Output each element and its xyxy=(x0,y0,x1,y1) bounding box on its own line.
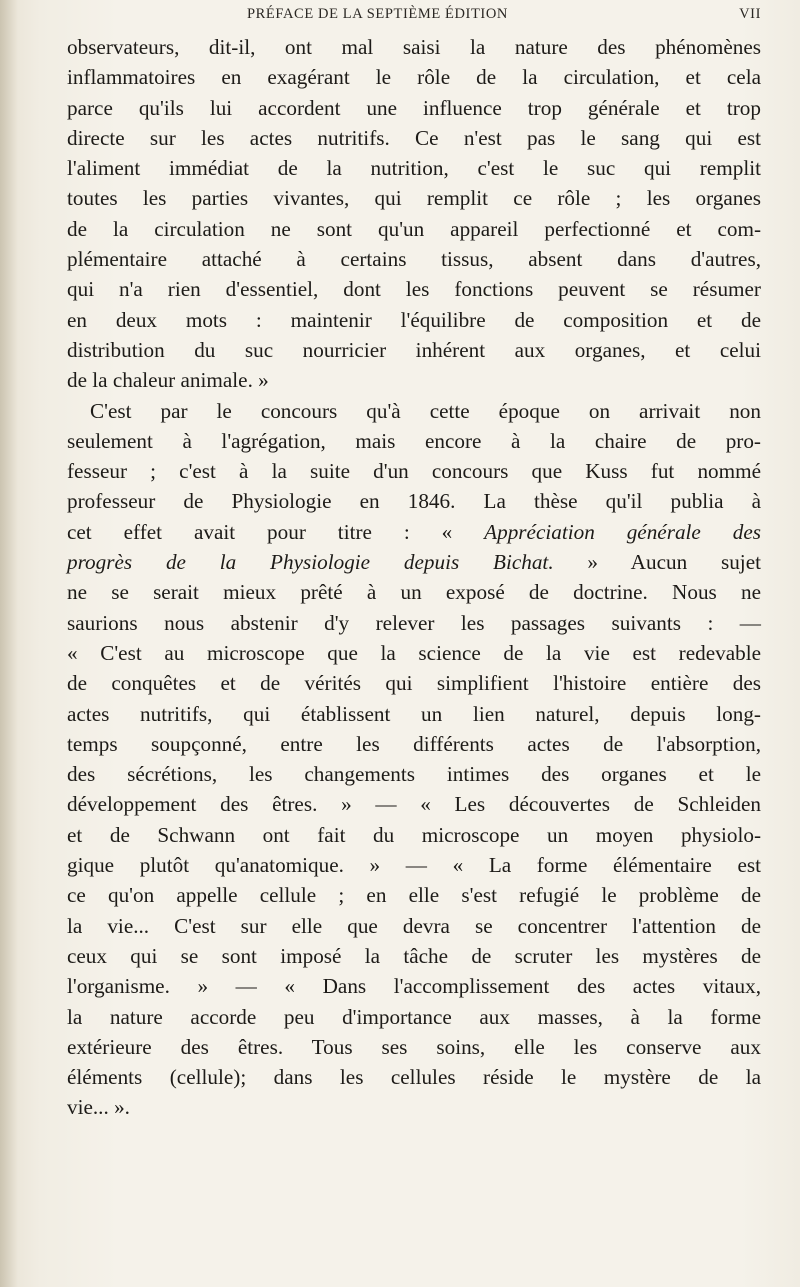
line-text: la nature accorde peu d'importance aux masses, à la forme xyxy=(67,1004,761,1029)
text-line xyxy=(67,971,761,1001)
line-text: éléments (cellule); dans les cellules réside le mystère de la xyxy=(67,1065,761,1090)
text-line xyxy=(67,183,761,213)
text-line xyxy=(67,729,761,759)
line-text: parce qu'ils lui accordent une influence trop générale et trop xyxy=(67,95,761,120)
line-text: fesseur ; c'est à la suite d'un concours que Kuss fut nommé xyxy=(67,459,761,484)
line-text: toutes les parties vivantes, qui remplit ce rôle ; les organes xyxy=(67,186,761,211)
line-text: et de Schwann ont fait du microscope un moyen physiolo- xyxy=(67,822,761,847)
line-text: actes nutritifs, qui établissent un lien naturel, depuis long- xyxy=(67,701,761,726)
line-text: de la circulation ne sont qu'un appareil perfectionné et com- xyxy=(67,216,761,241)
line-text: seulement à l'agrégation, mais encore à la chaire de pro- xyxy=(67,428,761,453)
line-text: ne se serait mieux prêté à un exposé de doctrine. Nous ne xyxy=(67,580,761,605)
body-text xyxy=(67,32,761,1123)
line-text: plémentaire attaché à certains tissus, absent dans d'autres, xyxy=(67,247,761,272)
text-line xyxy=(67,305,761,335)
text-line xyxy=(67,456,761,486)
line-text: ce qu'on appelle cellule ; en elle s'est refugié le problème de xyxy=(67,883,761,908)
line-text: qui n'a rien d'essentiel, dont les fonctions peuvent se résumer xyxy=(67,277,761,302)
text-line xyxy=(67,62,761,92)
text-line xyxy=(67,1092,761,1122)
line-text: temps soupçonné, entre les différents actes de l'absorption, xyxy=(67,731,761,756)
line-text: saurions nous abstenir d'y relever les passages suivants : — xyxy=(67,610,761,635)
line-text: l'organisme. » — « Dans l'accomplissement des actes vitaux, xyxy=(67,974,761,999)
text-line xyxy=(67,880,761,910)
line-text: de la chaleur animale. » xyxy=(67,368,269,393)
line-text: cet effet avait pour titre : « xyxy=(67,519,485,544)
line-text: des sécrétions, les changements intimes des organes et le xyxy=(67,762,761,787)
line-text: ceux qui se sont imposé la tâche de scruter les mystères de xyxy=(67,943,761,968)
line-text: distribution du suc nourricier inhérent aux organes, et celui xyxy=(67,337,761,362)
text-line xyxy=(67,244,761,274)
text-line xyxy=(67,335,761,365)
text-line xyxy=(67,699,761,729)
running-header xyxy=(67,6,761,30)
running-title: PRÉFACE DE LA SEPTIÈME ÉDITION xyxy=(247,6,509,22)
text-line xyxy=(67,941,761,971)
text-line xyxy=(67,274,761,304)
text-line xyxy=(67,608,761,638)
line-text: développement des êtres. » — « Les découvertes de Schleiden xyxy=(67,792,761,817)
line-text: C'est par le concours qu'à cette époque on arrivait non xyxy=(90,398,761,423)
line-text: « C'est au microscope que la science de la vie est redevable xyxy=(67,640,761,665)
text-line xyxy=(67,396,761,426)
text-line xyxy=(67,577,761,607)
italic-title-text: Appréciation générale des xyxy=(484,519,762,544)
text-line xyxy=(67,123,761,153)
text-line xyxy=(67,426,761,456)
line-text: extérieure des êtres. Tous ses soins, elle les conserve aux xyxy=(67,1034,761,1059)
text-line xyxy=(67,214,761,244)
text-line xyxy=(67,517,761,547)
line-text: vie... ». xyxy=(67,1095,130,1120)
text-line xyxy=(67,365,761,395)
text-line xyxy=(67,486,761,516)
line-text: gique plutôt qu'anatomique. » — « La forme élémentaire est xyxy=(67,853,761,878)
line-text: directe sur les actes nutritifs. Ce n'est pas le sang qui est xyxy=(67,125,761,150)
text-line xyxy=(67,547,761,577)
page-gutter-shadow xyxy=(0,0,18,1287)
text-line xyxy=(67,820,761,850)
text-line xyxy=(67,93,761,123)
text-line xyxy=(67,850,761,880)
text-line xyxy=(67,759,761,789)
text-line xyxy=(67,1002,761,1032)
line-text: » Aucun sujet xyxy=(553,550,761,575)
line-text: professeur de Physiologie en 1846. La thèse qu'il publia à xyxy=(67,489,761,514)
text-line xyxy=(67,789,761,819)
line-text: en deux mots : maintenir l'équilibre de composition et de xyxy=(67,307,761,332)
page-number: VII xyxy=(739,6,761,22)
italic-title-text: progrès de la Physiologie depuis Bichat. xyxy=(67,550,554,575)
text-line xyxy=(67,32,761,62)
text-line xyxy=(67,1032,761,1062)
line-text: observateurs, dit-il, ont mal saisi la nature des phénomènes xyxy=(67,35,761,59)
text-line xyxy=(67,668,761,698)
text-line xyxy=(67,1062,761,1092)
text-line xyxy=(67,153,761,183)
line-text: inflammatoires en exagérant le rôle de la circulation, et cela xyxy=(67,65,761,90)
line-text: la vie... C'est sur elle que devra se concentrer l'attention de xyxy=(67,913,761,938)
line-text: de conquêtes et de vérités qui simplifient l'histoire entière des xyxy=(67,671,761,696)
text-line xyxy=(67,638,761,668)
line-text: l'aliment immédiat de la nutrition, c'est le suc qui remplit xyxy=(67,156,761,181)
text-line xyxy=(67,911,761,941)
